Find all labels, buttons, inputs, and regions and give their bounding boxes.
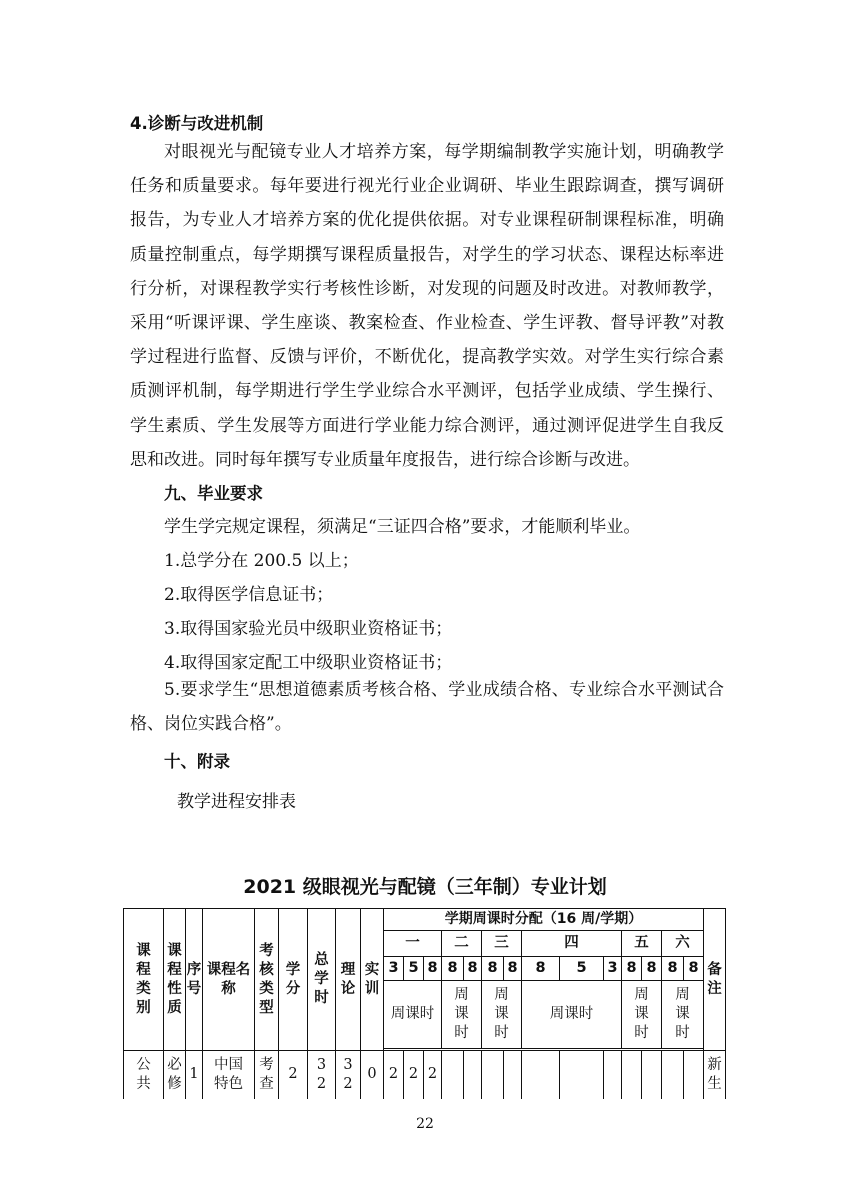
semester-4: 四 [522,931,622,957]
header-total-hours: 总 学 时 [308,909,336,1051]
cell-week-hours: 2 [404,1051,424,1099]
page-number: 22 [416,1116,434,1132]
week-count: 5 [560,957,604,981]
cell-nature: 必 修 [164,1051,186,1099]
diagnosis-paragraph: 对眼视光与配镜专业人才培养方案，每学期编制教学实施计划，明确教学任务和质量要求。每年要进行视光行业企业调研、毕业生跟踪调查，撰写调研报告，为专业人才培养方案的优化提供依据。对专业课程研制课程标准，明确质量控制重点，每学期撰写课程质量报告，对学生的学习状态、课程达标率进行分析，对课程教学实行考核性诊断，对发现的问题及时改进。对教师教学，采用“听课评课、学生座谈、教案检查、作业检查、学生评教、督导评教”对教学过程进行监督、反馈与评价，不断优化，提高教学实效。对学生实行综合素质测评机制，每学期进行学生学业综合水平测评，包括学业成绩、学生操行、学生素质、学生发展等方面进行学业能力综合测评，通过测评促进学生自我反思和改进。同时每年撰写专业质量年度报告，进行综合诊断与改进。 [130,142,724,470]
semester-1: 一 [384,931,442,957]
week-count: 3 [604,957,622,981]
graduation-item-1: 1.总学分在 200.5 以上； [164,551,359,571]
week-count: 8 [424,957,442,981]
header-semester-distribution: 学期周课时分配（16 周/学期） [384,909,704,931]
cell-week-hours [604,1051,622,1099]
graduation-item-5: 5.要求学生“思想道德素质考核合格、学业成绩合格、专业综合水平测试合格、岗位实践合格”。 [130,680,724,735]
table-row [124,1051,726,1099]
cell-week-hours: 2 [384,1051,404,1099]
semester-2: 二 [442,931,482,957]
week-count: 8 [504,957,522,981]
cell-week-hours [662,1051,684,1099]
cell-total-hours: 3 2 [308,1051,336,1099]
header-remarks: 备 注 [704,909,726,1051]
semester-3: 三 [482,931,522,957]
weekly-hours-label: 周课时 [522,981,622,1049]
header-practice: 实 训 [361,909,384,1051]
weekly-hours-label: 周 课 时 [482,981,522,1049]
header-theory: 理 论 [336,909,361,1051]
section-heading-graduation: 九、毕业要求 [164,484,263,503]
cell-practice: 0 [361,1051,384,1099]
graduation-item-3: 3.取得国家验光员中级职业资格证书； [164,619,453,639]
week-count: 5 [404,957,424,981]
week-count: 8 [662,957,684,981]
semester-6: 六 [662,931,704,957]
week-count: 3 [384,957,404,981]
weekly-hours-label: 周 课 时 [662,981,704,1049]
weekly-hours-label: 周 课 时 [622,981,662,1049]
graduation-item-4: 4.取得国家定配工中级职业资格证书； [164,653,453,673]
header-course-nature: 课 程 性 质 [164,909,186,1051]
semester-5: 五 [622,931,662,957]
week-count: 8 [642,957,662,981]
graduation-intro: 学生学完规定课程，须满足“三证四合格”要求，才能顺利毕业。 [164,517,641,537]
cell-week-hours [684,1051,704,1099]
cell-theory: 3 2 [336,1051,361,1099]
cell-seq: 1 [186,1051,203,1099]
cell-remarks: 新 生 [704,1051,726,1099]
week-count: 8 [684,957,704,981]
cell-credits: 2 [279,1051,308,1099]
cell-course-name: 中国 特色 [203,1051,255,1099]
section-heading-diagnosis: 4.诊断与改进机制 [130,114,264,133]
header-seq: 序 号 [186,909,203,1051]
cell-week-hours [482,1051,504,1099]
week-count: 8 [464,957,482,981]
cell-week-hours: 2 [424,1051,442,1099]
header-course-name: 课程名称 [203,909,255,1051]
cell-category: 公 共 [124,1051,164,1099]
week-count: 8 [482,957,504,981]
cell-week-hours [642,1051,662,1099]
cell-week-hours [622,1051,642,1099]
cell-week-hours [522,1051,560,1099]
cell-week-hours [442,1051,464,1099]
weekly-hours-label: 周 课 时 [442,981,482,1049]
cell-week-hours [504,1051,522,1099]
cell-exam-type: 考 查 [255,1051,279,1099]
weekly-hours-label: 周课时 [384,981,442,1049]
week-count: 8 [522,957,560,981]
cell-week-hours [464,1051,482,1099]
appendix-subheading: 教学进程安排表 [177,792,296,812]
graduation-item-2: 2.取得医学信息证书； [164,585,334,605]
week-count: 8 [442,957,464,981]
header-credits: 学 分 [279,909,308,1051]
header-course-category: 课 程 类 别 [124,909,164,1051]
cell-week-hours [560,1051,604,1099]
course-plan-table [123,908,726,1099]
week-count: 8 [622,957,642,981]
header-exam-type: 考 核 类 型 [255,909,279,1051]
table-title: 2021 级眼视光与配镜（三年制）专业计划 [243,876,607,898]
section-heading-appendix: 十、附录 [164,752,230,771]
